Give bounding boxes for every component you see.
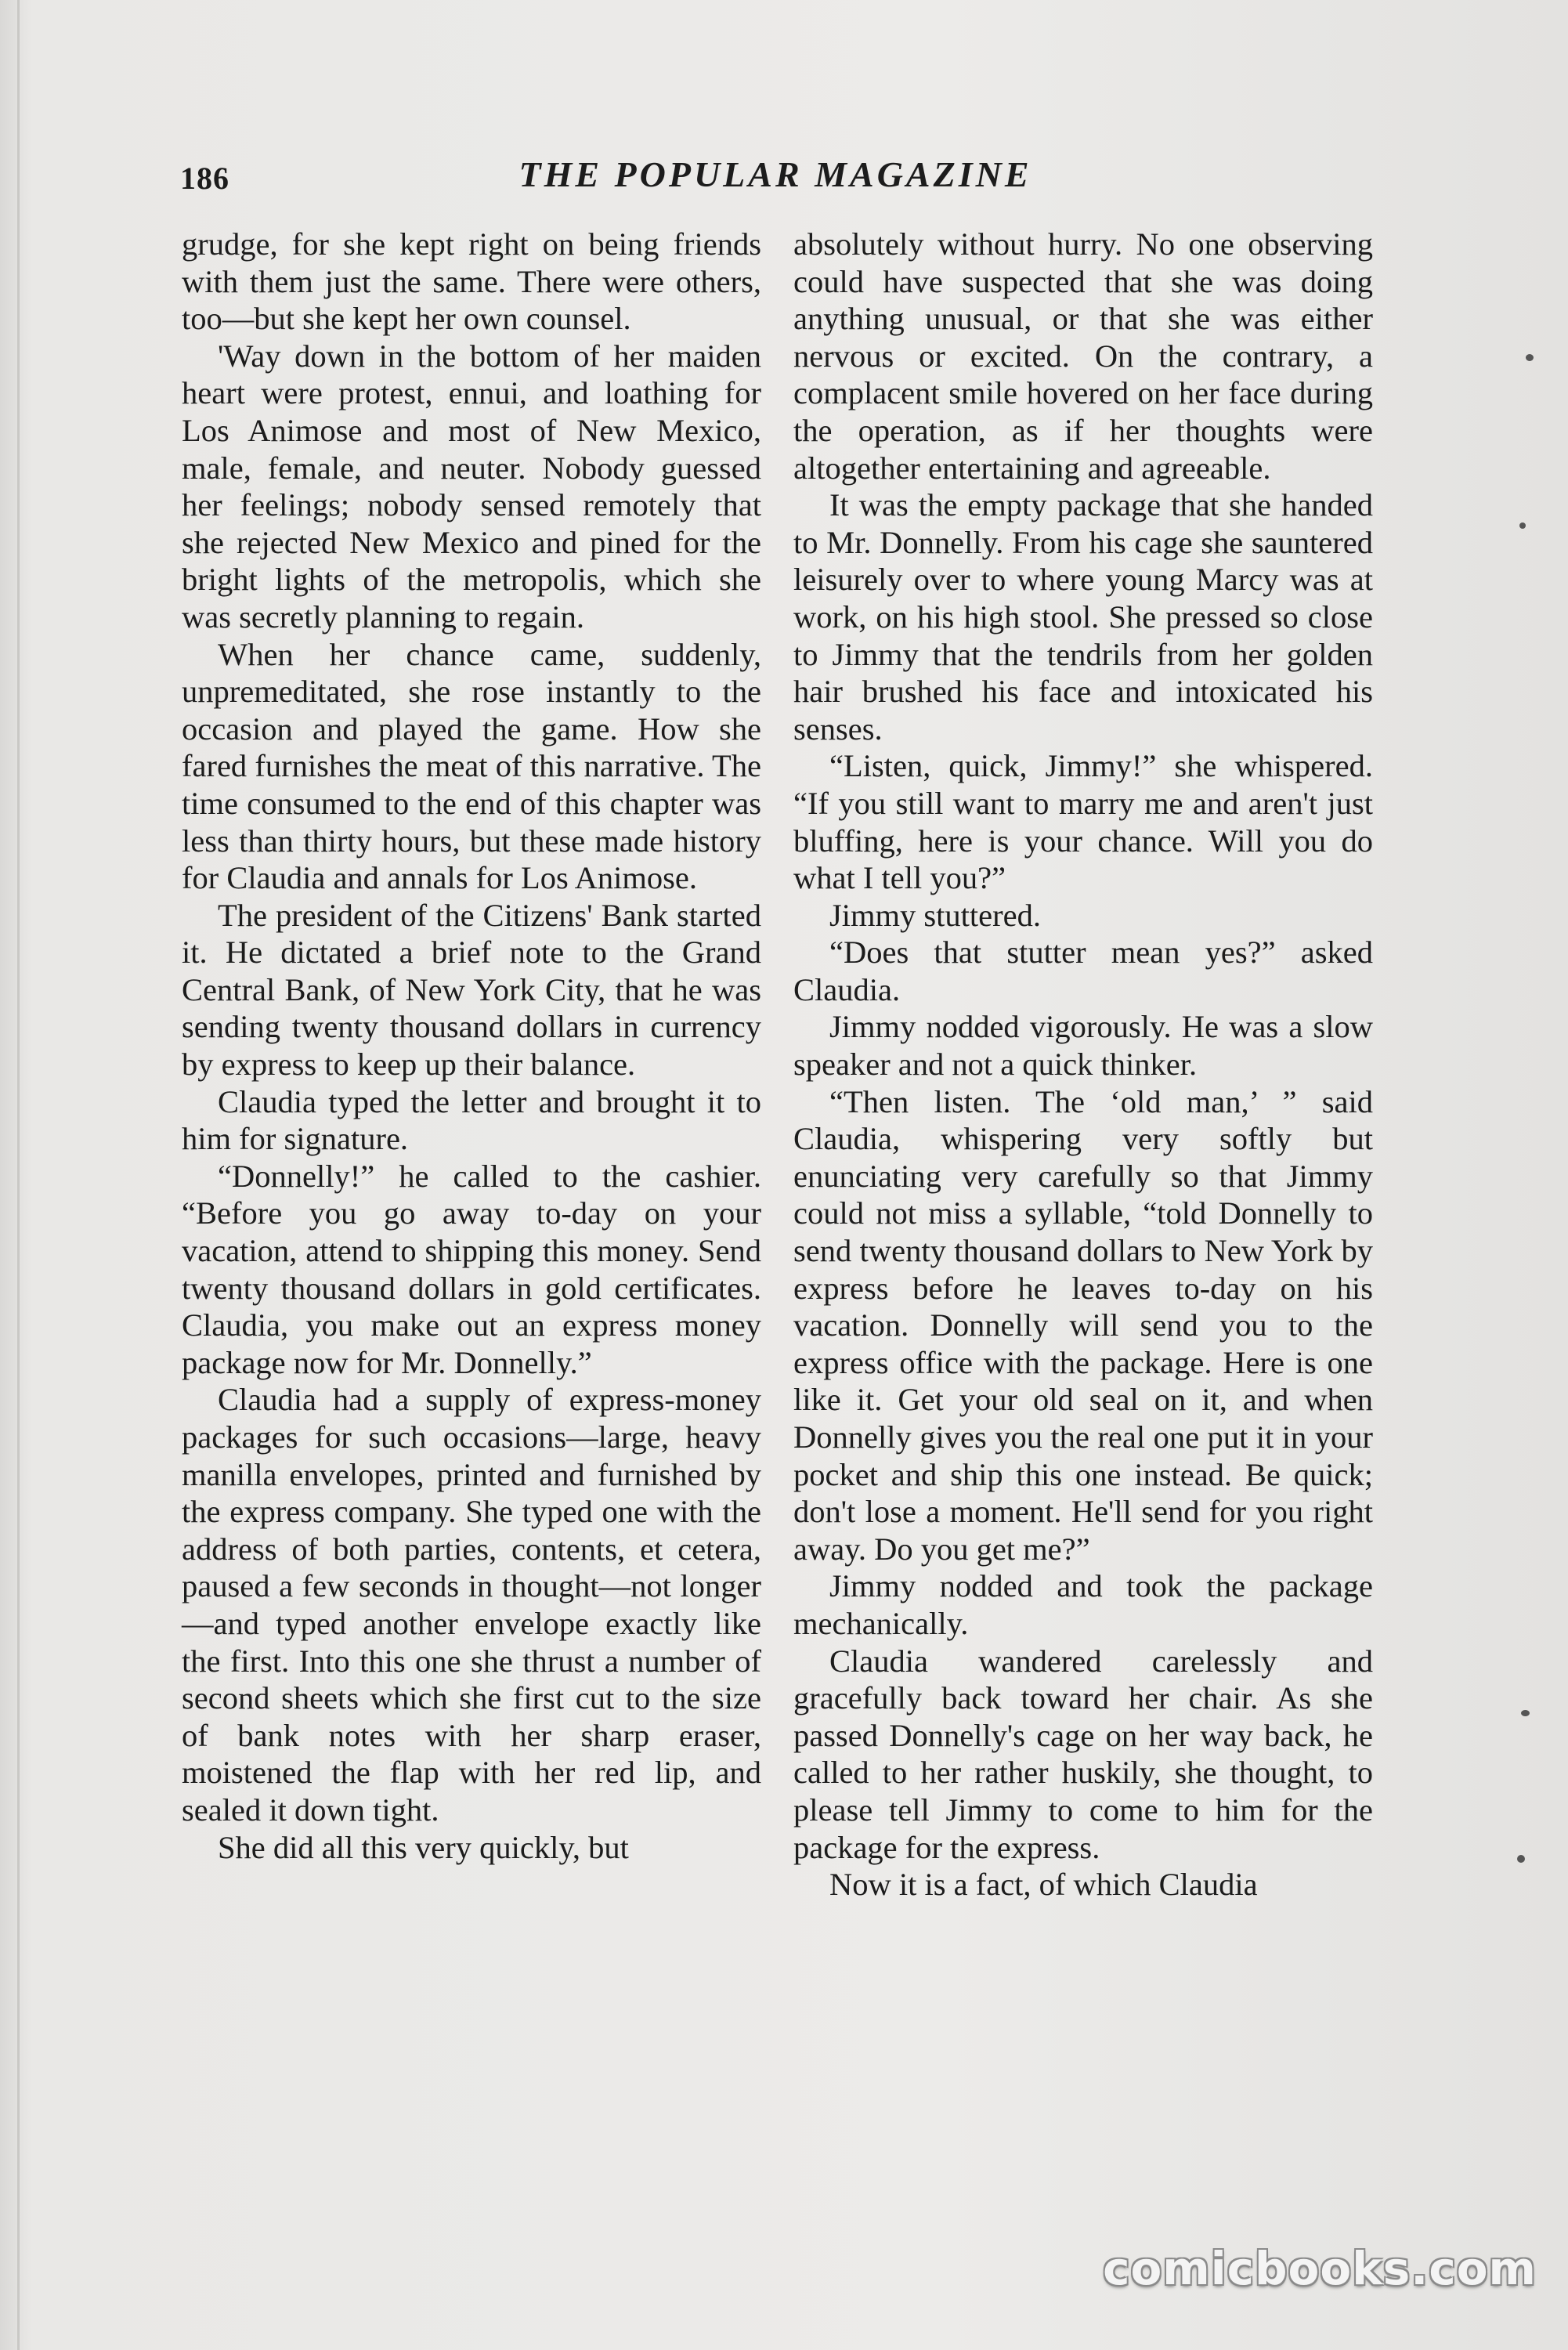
paragraph: Claudia wandered carelessly and gracefully back toward her chair. As she passed Donnelly's cage on her way back, he called to her rather huskily, she thought, to please tell Jimmy to come to him for the package for the express. [793,1643,1373,1865]
paragraph: Jimmy nodded vigorously. He was a slow speaker and not a quick thinker. [793,1009,1373,1083]
page-speck [1517,1855,1525,1863]
paragraph: grudge, for she kept right on being friends with them just the same. There were others, too—but she kept her own counsel. [182,226,761,337]
paragraph: Jimmy stuttered. [829,897,1041,933]
paragraph: She did all this very quickly, but [218,1829,629,1865]
paragraph: Now it is a fact, of which Claudia [829,1867,1258,1903]
watermark: comicbooks.com [1103,2242,1537,2295]
paragraph: “Listen, quick, Jimmy!” she whispered. “If you still want to marry me and aren't just bluffing, here is your chance. Will you do what I tell you?” [793,748,1373,896]
page-number: 186 [180,161,229,196]
page-speck [1521,1710,1530,1716]
left-text-column [182,226,761,1866]
paragraph: 'Way down in the bottom of her maiden heart were protest, ennui, and loathing for Los Animose and most of New Mexico, male, female, and neuter. Nobody guessed her feelings; nobody sensed remotely that she rejected New Mexico and pined for the bright lights of the metropolis, which she was secretly planning to regain. [182,338,761,634]
paragraph: It was the empty package that she handed to Mr. Donnelly. From his cage she sauntered leisurely over to where young Marcy was at work, on his high stool. She pressed so close to Jimmy that the tendrils from her golden hair brushed his face and intoxicated his senses. [793,487,1373,747]
paragraph: Claudia had a supply of express-money packages for such occasions—large, heavy manilla envelopes, printed and furnished by the express company. She typed one with the address of both parties, contents, et cetera, paused a few seconds in thought—not longer—and typed another envelope exactly like the first. Into this one she thrust a number of second sheets which she first cut to the size of bank notes with her sharp eraser, moistened the flap with her red lip, and sealed it down tight. [182,1382,761,1828]
paragraph: “Does that stutter mean yes?” asked Claudia. [793,935,1373,1007]
right-text-column [793,226,1373,1904]
paragraph: “Donnelly!” he called to the cashier. “Before you go away to-day on your vacation, attend to shipping this money. Send twenty thousand dollars in gold certificates. Claudia, you make out an express money package now for Mr. Donnelly.” [182,1158,761,1380]
magazine-title: THE POPULAR MAGAZINE [518,154,1032,194]
paragraph: When her chance came, suddenly, unpremeditated, she rose instantly to the occasion and played the game. How she fared furnishes the meat of this narrative. The time consumed to the end of this chapter was less than thirty hours, but these made history for Claudia and annals for Los Animose. [182,636,761,896]
page-speck [1519,522,1526,529]
paragraph: Jimmy nodded and took the package mechanically. [793,1568,1373,1641]
paragraph: “Then listen. The ‘old man,’ ” said Claudia, whispering very softly but enunciating very carefully so that Jimmy could not miss a syllable, “told Donnelly to send twenty thousand dollars to New York by express before he leaves to-day on his vacation. Donnelly will send you to the express office with the package. Here is one like it. Get your old seal on it, and when Donnelly gives you the real one put it in your pocket and ship this one instead. Be quick; don't lose a moment. He'll send for you right away. Do you get me?” [793,1083,1373,1567]
binding-edge [17,0,20,2350]
paragraph: Claudia typed the letter and brought it to him for signature. [182,1083,761,1157]
paragraph: absolutely without hurry. No one observing could have suspected that she was doing anything unusual, or that she was either nervous or excited. On the contrary, a complacent smile hovered on her face during the operation, as if her thoughts were altogether entertaining and agreeable. [793,226,1373,486]
paragraph: The president of the Citizens' Bank started it. He dictated a brief note to the Grand Central Bank, of New York City, that he was sending twenty thousand dollars in currency by express to keep up their balance. [182,897,761,1083]
page-header [180,154,1371,208]
page-speck [1526,354,1534,361]
